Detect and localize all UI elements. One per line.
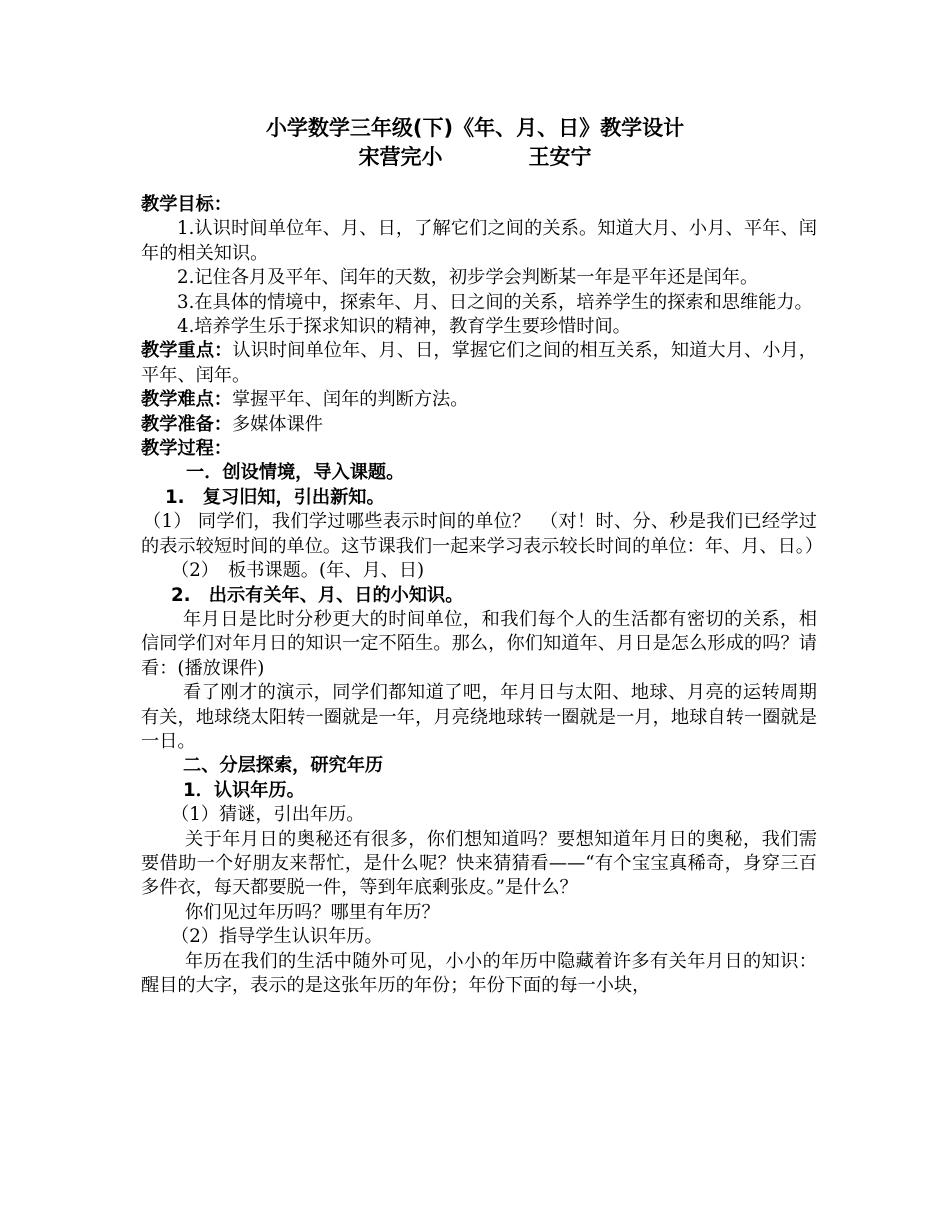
- section-1-paragraph-2: （2） 板书课题。(年、月、日): [171, 560, 425, 582]
- author-name: 王安宁: [528, 145, 592, 169]
- section-1-paragraph-1: （1） 同学们，我们学过哪些表示时间的单位？ （对！时、分、秒是我们已经学过的表示较短时间的单位。这节课我们一起来学习表示较长时间的单位：年、月、日。）: [141, 511, 824, 557]
- preparation-text: 多媒体课件: [231, 413, 323, 435]
- school-name: 宋营完小: [358, 145, 443, 169]
- difficulties-label: 教学难点：: [141, 389, 232, 411]
- process-heading: 教学过程：: [141, 438, 232, 460]
- objectives-heading: 教学目标：: [141, 194, 232, 215]
- objective-item-4: 4.培养学生乐于探求知识的精神，教育学生要珍惜时间。: [177, 316, 631, 338]
- section-2-paragraph-3: 你们见过年历吗？哪里有年历？: [185, 901, 440, 923]
- preparation-label: 教学准备：: [141, 413, 232, 435]
- document-title: 小学数学三年级(下)《年、月、日》教学设计: [265, 116, 685, 140]
- section-1-paragraph-3: 年月日是比时分秒更大的时间单位，和我们每个人的生活都有密切的关系，相信同学们对年月日的知识一定不陌生。那么，你们知道年、月日是怎么形成的吗？请看：(播放课件): [141, 608, 817, 679]
- difficulties-text: 掌握平年、闰年的判断方法。: [231, 389, 469, 411]
- section-2-paragraph-1: （1）猜谜，引出年历。: [171, 804, 365, 826]
- preparation: [141, 413, 817, 437]
- section-1-sub-2: 2. 出示有关年、月、日的小知识。: [171, 584, 464, 606]
- section-2-sub-1: 1．认识年历。: [183, 779, 305, 801]
- section-2-title: 二、分层探索，研究年历: [183, 755, 384, 777]
- difficulties: [141, 388, 817, 412]
- objective-item-2: 2.记住各月及平年、闰年的天数，初步学会判断某一年是平年还是闰年。: [177, 267, 759, 289]
- key-points-text: 认识时间单位年、月、日，掌握它们之间的相互关系，知道大月、小月，平年、闰年。: [141, 340, 817, 386]
- section-2-paragraph-2: 关于年月日的奥秘还有很多，你们想知道吗？要想知道年月日的奥秘，我们需要借助一个好朋友来帮忙，是什么呢？快来猜猜看——“有个宝宝真稀奇，身穿三百多件衣，每天都要脱一件，等到年底剩张皮。”是什么？: [141, 828, 817, 899]
- objective-item-1: 1.认识时间单位年、月、日，了解它们之间的关系。知道大月、小月、平年、闰年的相关知识。: [141, 218, 817, 264]
- section-2-paragraph-5: 年历在我们的生活中随外可见，小小的年历中隐藏着许多有关年月日的知识：醒目的大字，表示的是这张年历的年份；年份下面的每一小块，: [141, 950, 817, 996]
- section-1-title: 一．创设情境，导入课题。: [186, 462, 405, 484]
- document-body: [141, 193, 824, 998]
- section-1-paragraph-4: 看了刚才的演示，同学们都知道了吧，年月日与太阳、地球、月亮的运转周期有关，地球绕太阳转一圈就是一年，月亮绕地球转一圈就是一月，地球自转一圈就是一日。: [141, 682, 817, 752]
- section-1-sub-1: 1. 复习旧知，引出新知。: [165, 486, 385, 508]
- key-points: [141, 339, 817, 388]
- section-2-paragraph-4: （2）指导学生认识年历。: [171, 926, 383, 948]
- document-byline: [0, 143, 950, 171]
- objective-item-3: 3.在具体的情境中，探索年、月、日之间的关系，培养学生的探索和思维能力。: [177, 291, 813, 313]
- key-points-label: 教学重点：: [141, 340, 233, 362]
